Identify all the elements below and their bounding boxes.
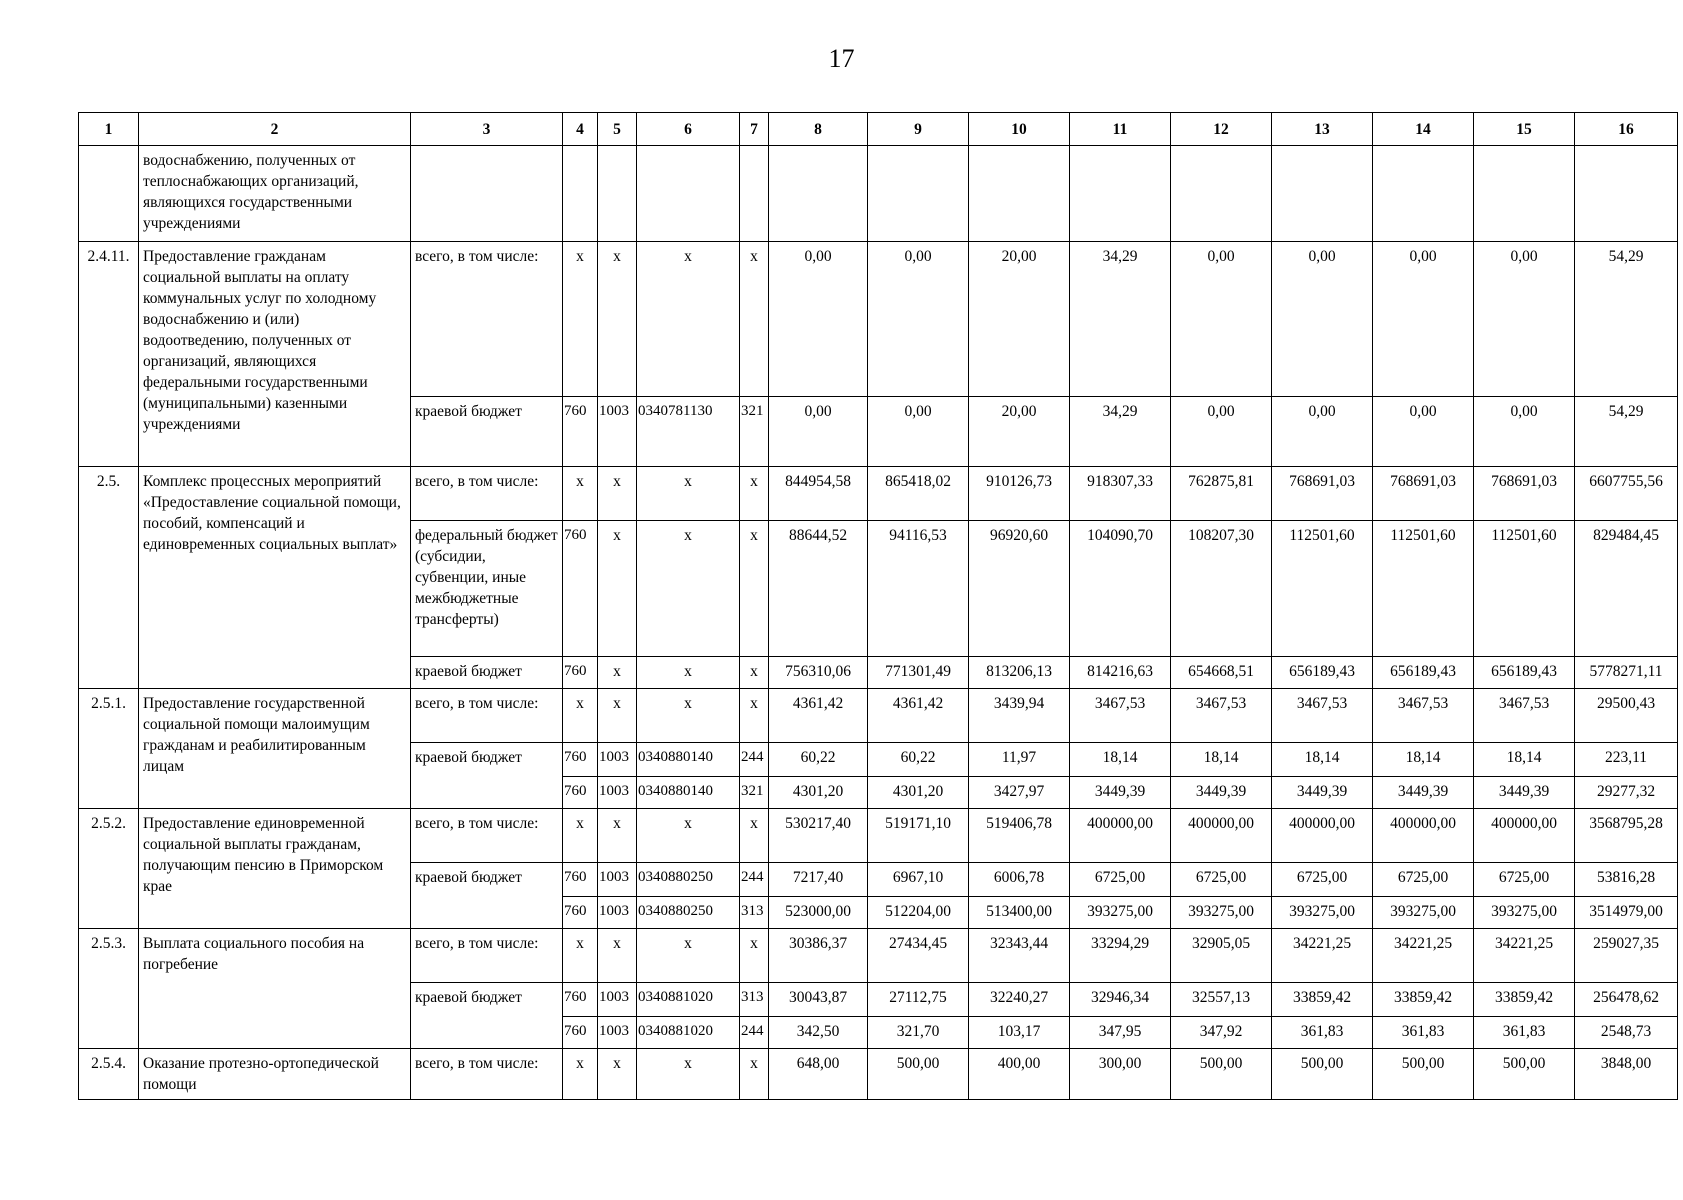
value-cell: 400,00 [969, 1049, 1070, 1100]
value-cell: 112501,60 [1474, 521, 1575, 657]
value-cell: 18,14 [1171, 743, 1272, 777]
item-number [79, 146, 139, 242]
value-cell: 513400,00 [969, 897, 1070, 929]
value-cell [868, 146, 969, 242]
value-cell: 530217,40 [769, 809, 868, 863]
value-cell: 256478,62 [1575, 983, 1678, 1017]
value-cell: 88644,52 [769, 521, 868, 657]
column-header: 13 [1272, 113, 1373, 146]
column-header: 4 [563, 113, 598, 146]
code-target: x [637, 242, 740, 397]
item-number: 2.5.2. [79, 809, 139, 929]
funding-source: краевой бюджет [411, 983, 563, 1049]
code-section: 1003 [598, 743, 637, 777]
value-cell: 910126,73 [969, 467, 1070, 521]
funding-source: всего, в том числе: [411, 809, 563, 863]
item-description: водоснабжению, полученных от теплоснабжающих организаций, являющихся государственными учреждениями [139, 146, 411, 242]
value-cell [1070, 146, 1171, 242]
value-cell: 3467,53 [1070, 689, 1171, 743]
value-cell: 6006,78 [969, 863, 1070, 897]
funding-source [411, 146, 563, 242]
code-expense: 313 [740, 983, 769, 1017]
funding-source: краевой бюджет [411, 397, 563, 467]
value-cell: 3467,53 [1272, 689, 1373, 743]
code-ministry: x [563, 242, 598, 397]
item-description: Предоставление государственной социальной помощи малоимущим гражданам и реабилитированным лицам [139, 689, 411, 809]
value-cell [1171, 146, 1272, 242]
value-cell: 18,14 [1373, 743, 1474, 777]
value-cell: 918307,33 [1070, 467, 1171, 521]
value-cell: 4361,42 [769, 689, 868, 743]
code-section: 1003 [598, 1017, 637, 1049]
code-expense: x [740, 657, 769, 689]
value-cell: 393275,00 [1272, 897, 1373, 929]
value-cell: 393275,00 [1474, 897, 1575, 929]
value-cell: 347,95 [1070, 1017, 1171, 1049]
table-row [79, 146, 1678, 242]
code-expense: x [740, 689, 769, 743]
table-row [79, 929, 1678, 983]
code-target: x [637, 1049, 740, 1100]
code-ministry: 760 [563, 983, 598, 1017]
code-target [637, 146, 740, 242]
value-cell: 0,00 [1373, 242, 1474, 397]
code-ministry: x [563, 689, 598, 743]
column-header: 2 [139, 113, 411, 146]
value-cell: 523000,00 [769, 897, 868, 929]
page-number: 17 [828, 44, 855, 73]
value-cell: 33294,29 [1070, 929, 1171, 983]
value-cell: 6725,00 [1070, 863, 1171, 897]
value-cell: 30043,87 [769, 983, 868, 1017]
code-target: x [637, 809, 740, 863]
column-header: 1 [79, 113, 139, 146]
code-section: x [598, 242, 637, 397]
value-cell: 656189,43 [1474, 657, 1575, 689]
code-target: x [637, 689, 740, 743]
code-section: 1003 [598, 863, 637, 897]
column-header: 10 [969, 113, 1070, 146]
code-expense: x [740, 929, 769, 983]
value-cell: 3848,00 [1575, 1049, 1678, 1100]
code-ministry: x [563, 467, 598, 521]
value-cell: 0,00 [868, 242, 969, 397]
value-cell: 53816,28 [1575, 863, 1678, 897]
value-cell: 771301,49 [868, 657, 969, 689]
table-row [79, 467, 1678, 521]
value-cell: 393275,00 [1171, 897, 1272, 929]
value-cell [1373, 146, 1474, 242]
code-expense [740, 146, 769, 242]
value-cell: 500,00 [1171, 1049, 1272, 1100]
code-section: 1003 [598, 777, 637, 809]
value-cell: 32905,05 [1171, 929, 1272, 983]
code-ministry: 760 [563, 743, 598, 777]
value-cell: 54,29 [1575, 242, 1678, 397]
value-cell: 27434,45 [868, 929, 969, 983]
code-target: x [637, 521, 740, 657]
value-cell [1272, 146, 1373, 242]
value-cell: 654668,51 [1171, 657, 1272, 689]
value-cell: 33859,42 [1373, 983, 1474, 1017]
funding-source: всего, в том числе: [411, 689, 563, 743]
value-cell: 6967,10 [868, 863, 969, 897]
value-cell: 6607755,56 [1575, 467, 1678, 521]
code-target: 0340880140 [637, 743, 740, 777]
funding-source: всего, в том числе: [411, 929, 563, 983]
code-ministry [563, 146, 598, 242]
code-expense: 321 [740, 777, 769, 809]
value-cell: 400000,00 [1373, 809, 1474, 863]
value-cell: 3439,94 [969, 689, 1070, 743]
value-cell: 32557,13 [1171, 983, 1272, 1017]
column-header: 15 [1474, 113, 1575, 146]
code-target: 0340880250 [637, 863, 740, 897]
value-cell: 3467,53 [1171, 689, 1272, 743]
funding-source: федеральный бюджет (субсидии, субвенции, иные межбюджетные трансферты) [411, 521, 563, 657]
code-ministry: 760 [563, 397, 598, 467]
code-expense: 313 [740, 897, 769, 929]
code-section: x [598, 809, 637, 863]
code-ministry: 760 [563, 521, 598, 657]
code-ministry: 760 [563, 777, 598, 809]
value-cell: 96920,60 [969, 521, 1070, 657]
code-target: 0340881020 [637, 1017, 740, 1049]
value-cell [1474, 146, 1575, 242]
value-cell: 347,92 [1171, 1017, 1272, 1049]
code-ministry: x [563, 929, 598, 983]
value-cell: 500,00 [1373, 1049, 1474, 1100]
value-cell: 519406,78 [969, 809, 1070, 863]
value-cell: 0,00 [1171, 242, 1272, 397]
header-row [79, 113, 1678, 146]
value-cell: 6725,00 [1474, 863, 1575, 897]
code-ministry: 760 [563, 657, 598, 689]
budget-table [78, 112, 1678, 1100]
value-cell: 768691,03 [1474, 467, 1575, 521]
funding-source: краевой бюджет [411, 743, 563, 809]
code-section: x [598, 929, 637, 983]
value-cell: 400000,00 [1171, 809, 1272, 863]
item-number: 2.5. [79, 467, 139, 689]
code-section [598, 146, 637, 242]
code-section: x [598, 689, 637, 743]
value-cell: 342,50 [769, 1017, 868, 1049]
value-cell: 34,29 [1070, 397, 1171, 467]
code-target: 0340880250 [637, 897, 740, 929]
value-cell: 3467,53 [1474, 689, 1575, 743]
value-cell: 3449,39 [1474, 777, 1575, 809]
value-cell: 0,00 [1272, 397, 1373, 467]
value-cell: 500,00 [1474, 1049, 1575, 1100]
value-cell: 768691,03 [1272, 467, 1373, 521]
value-cell: 223,11 [1575, 743, 1678, 777]
value-cell: 3427,97 [969, 777, 1070, 809]
column-header: 6 [637, 113, 740, 146]
value-cell: 393275,00 [1373, 897, 1474, 929]
value-cell: 108207,30 [1171, 521, 1272, 657]
value-cell: 0,00 [769, 397, 868, 467]
value-cell: 300,00 [1070, 1049, 1171, 1100]
value-cell: 3449,39 [1272, 777, 1373, 809]
code-section: x [598, 1049, 637, 1100]
value-cell: 400000,00 [1272, 809, 1373, 863]
code-section: x [598, 657, 637, 689]
column-header: 3 [411, 113, 563, 146]
funding-source: всего, в том числе: [411, 242, 563, 397]
code-expense: x [740, 467, 769, 521]
item-number: 2.5.1. [79, 689, 139, 809]
column-header: 14 [1373, 113, 1474, 146]
item-description: Выплата социального пособия на погребение [139, 929, 411, 1049]
code-target: 0340880140 [637, 777, 740, 809]
value-cell: 762875,81 [1171, 467, 1272, 521]
value-cell: 104090,70 [1070, 521, 1171, 657]
value-cell: 3449,39 [1373, 777, 1474, 809]
value-cell: 0,00 [1373, 397, 1474, 467]
value-cell: 500,00 [868, 1049, 969, 1100]
item-number: 2.5.4. [79, 1049, 139, 1100]
code-section: x [598, 521, 637, 657]
value-cell: 361,83 [1272, 1017, 1373, 1049]
value-cell: 34,29 [1070, 242, 1171, 397]
value-cell: 18,14 [1272, 743, 1373, 777]
value-cell: 648,00 [769, 1049, 868, 1100]
value-cell: 0,00 [769, 242, 868, 397]
value-cell: 0,00 [1474, 242, 1575, 397]
item-description: Комплекс процессных мероприятий «Предоставление социальной помощи, пособий, компенсаций и единовременных социальных выплат» [139, 467, 411, 689]
code-expense: x [740, 809, 769, 863]
value-cell: 2548,73 [1575, 1017, 1678, 1049]
value-cell: 656189,43 [1272, 657, 1373, 689]
column-header: 5 [598, 113, 637, 146]
value-cell: 30386,37 [769, 929, 868, 983]
column-header: 9 [868, 113, 969, 146]
value-cell: 814216,63 [1070, 657, 1171, 689]
value-cell: 32946,34 [1070, 983, 1171, 1017]
value-cell: 259027,35 [1575, 929, 1678, 983]
funding-source: всего, в том числе: [411, 467, 563, 521]
code-expense: x [740, 242, 769, 397]
code-expense: x [740, 1049, 769, 1100]
code-section: 1003 [598, 897, 637, 929]
value-cell: 112501,60 [1373, 521, 1474, 657]
funding-source: краевой бюджет [411, 657, 563, 689]
value-cell: 656189,43 [1373, 657, 1474, 689]
code-ministry: x [563, 1049, 598, 1100]
value-cell: 60,22 [868, 743, 969, 777]
code-expense: 244 [740, 863, 769, 897]
value-cell: 5778271,11 [1575, 657, 1678, 689]
value-cell: 33859,42 [1272, 983, 1373, 1017]
value-cell: 3568795,28 [1575, 809, 1678, 863]
code-expense: 321 [740, 397, 769, 467]
value-cell: 33859,42 [1474, 983, 1575, 1017]
code-target: x [637, 467, 740, 521]
value-cell: 3449,39 [1171, 777, 1272, 809]
value-cell: 361,83 [1373, 1017, 1474, 1049]
value-cell: 32240,27 [969, 983, 1070, 1017]
column-header: 16 [1575, 113, 1678, 146]
value-cell: 393275,00 [1070, 897, 1171, 929]
value-cell: 6725,00 [1373, 863, 1474, 897]
value-cell: 0,00 [1474, 397, 1575, 467]
value-cell: 519171,10 [868, 809, 969, 863]
value-cell: 34221,25 [1272, 929, 1373, 983]
code-ministry: x [563, 809, 598, 863]
value-cell: 0,00 [868, 397, 969, 467]
value-cell: 112501,60 [1272, 521, 1373, 657]
value-cell: 813206,13 [969, 657, 1070, 689]
code-target: x [637, 657, 740, 689]
column-header: 8 [769, 113, 868, 146]
funding-source: краевой бюджет [411, 863, 563, 929]
value-cell: 27112,75 [868, 983, 969, 1017]
value-cell: 400000,00 [1474, 809, 1575, 863]
item-description: Оказание протезно-ортопедической помощи [139, 1049, 411, 1100]
value-cell: 32343,44 [969, 929, 1070, 983]
value-cell: 756310,06 [769, 657, 868, 689]
code-expense: 244 [740, 743, 769, 777]
value-cell: 865418,02 [868, 467, 969, 521]
value-cell: 3514979,00 [1575, 897, 1678, 929]
item-description: Предоставление единовременной социальной выплаты гражданам, получающим пенсию в Приморском крае [139, 809, 411, 929]
value-cell: 6725,00 [1272, 863, 1373, 897]
value-cell: 829484,45 [1575, 521, 1678, 657]
item-description: Предоставление гражданам социальной выплаты на оплату коммунальных услуг по холодному водоснабжению и (или) водоотведению, полученных от организаций, являющихся федеральными государственными (муниципальными) казенными учреждениями [139, 242, 411, 467]
value-cell: 103,17 [969, 1017, 1070, 1049]
table-row [79, 689, 1678, 743]
value-cell: 34221,25 [1474, 929, 1575, 983]
value-cell [969, 146, 1070, 242]
column-header: 12 [1171, 113, 1272, 146]
code-ministry: 760 [563, 863, 598, 897]
column-header: 11 [1070, 113, 1171, 146]
value-cell: 844954,58 [769, 467, 868, 521]
value-cell: 768691,03 [1373, 467, 1474, 521]
item-number: 2.5.3. [79, 929, 139, 1049]
value-cell: 11,97 [969, 743, 1070, 777]
value-cell: 361,83 [1474, 1017, 1575, 1049]
value-cell [1575, 146, 1678, 242]
value-cell: 400000,00 [1070, 809, 1171, 863]
code-target: 0340781130 [637, 397, 740, 467]
value-cell: 20,00 [969, 397, 1070, 467]
code-expense: x [740, 521, 769, 657]
value-cell: 512204,00 [868, 897, 969, 929]
value-cell: 94116,53 [868, 521, 969, 657]
item-number: 2.4.11. [79, 242, 139, 467]
code-target: 0340881020 [637, 983, 740, 1017]
value-cell: 4301,20 [769, 777, 868, 809]
value-cell [769, 146, 868, 242]
value-cell: 321,70 [868, 1017, 969, 1049]
value-cell: 54,29 [1575, 397, 1678, 467]
table-row [79, 809, 1678, 863]
table-row [79, 1049, 1678, 1100]
value-cell: 18,14 [1070, 743, 1171, 777]
code-target: x [637, 929, 740, 983]
value-cell: 60,22 [769, 743, 868, 777]
code-ministry: 760 [563, 897, 598, 929]
code-section: 1003 [598, 983, 637, 1017]
value-cell: 500,00 [1272, 1049, 1373, 1100]
value-cell: 3467,53 [1373, 689, 1474, 743]
value-cell: 6725,00 [1171, 863, 1272, 897]
funding-source: всего, в том числе: [411, 1049, 563, 1100]
value-cell: 20,00 [969, 242, 1070, 397]
value-cell: 34221,25 [1373, 929, 1474, 983]
code-section: 1003 [598, 397, 637, 467]
value-cell: 29500,43 [1575, 689, 1678, 743]
value-cell: 29277,32 [1575, 777, 1678, 809]
code-section: x [598, 467, 637, 521]
value-cell: 0,00 [1272, 242, 1373, 397]
value-cell: 4361,42 [868, 689, 969, 743]
value-cell: 7217,40 [769, 863, 868, 897]
table-row [79, 242, 1678, 397]
value-cell: 0,00 [1171, 397, 1272, 467]
value-cell: 4301,20 [868, 777, 969, 809]
code-ministry: 760 [563, 1017, 598, 1049]
value-cell: 18,14 [1474, 743, 1575, 777]
value-cell: 3449,39 [1070, 777, 1171, 809]
code-expense: 244 [740, 1017, 769, 1049]
column-header: 7 [740, 113, 769, 146]
